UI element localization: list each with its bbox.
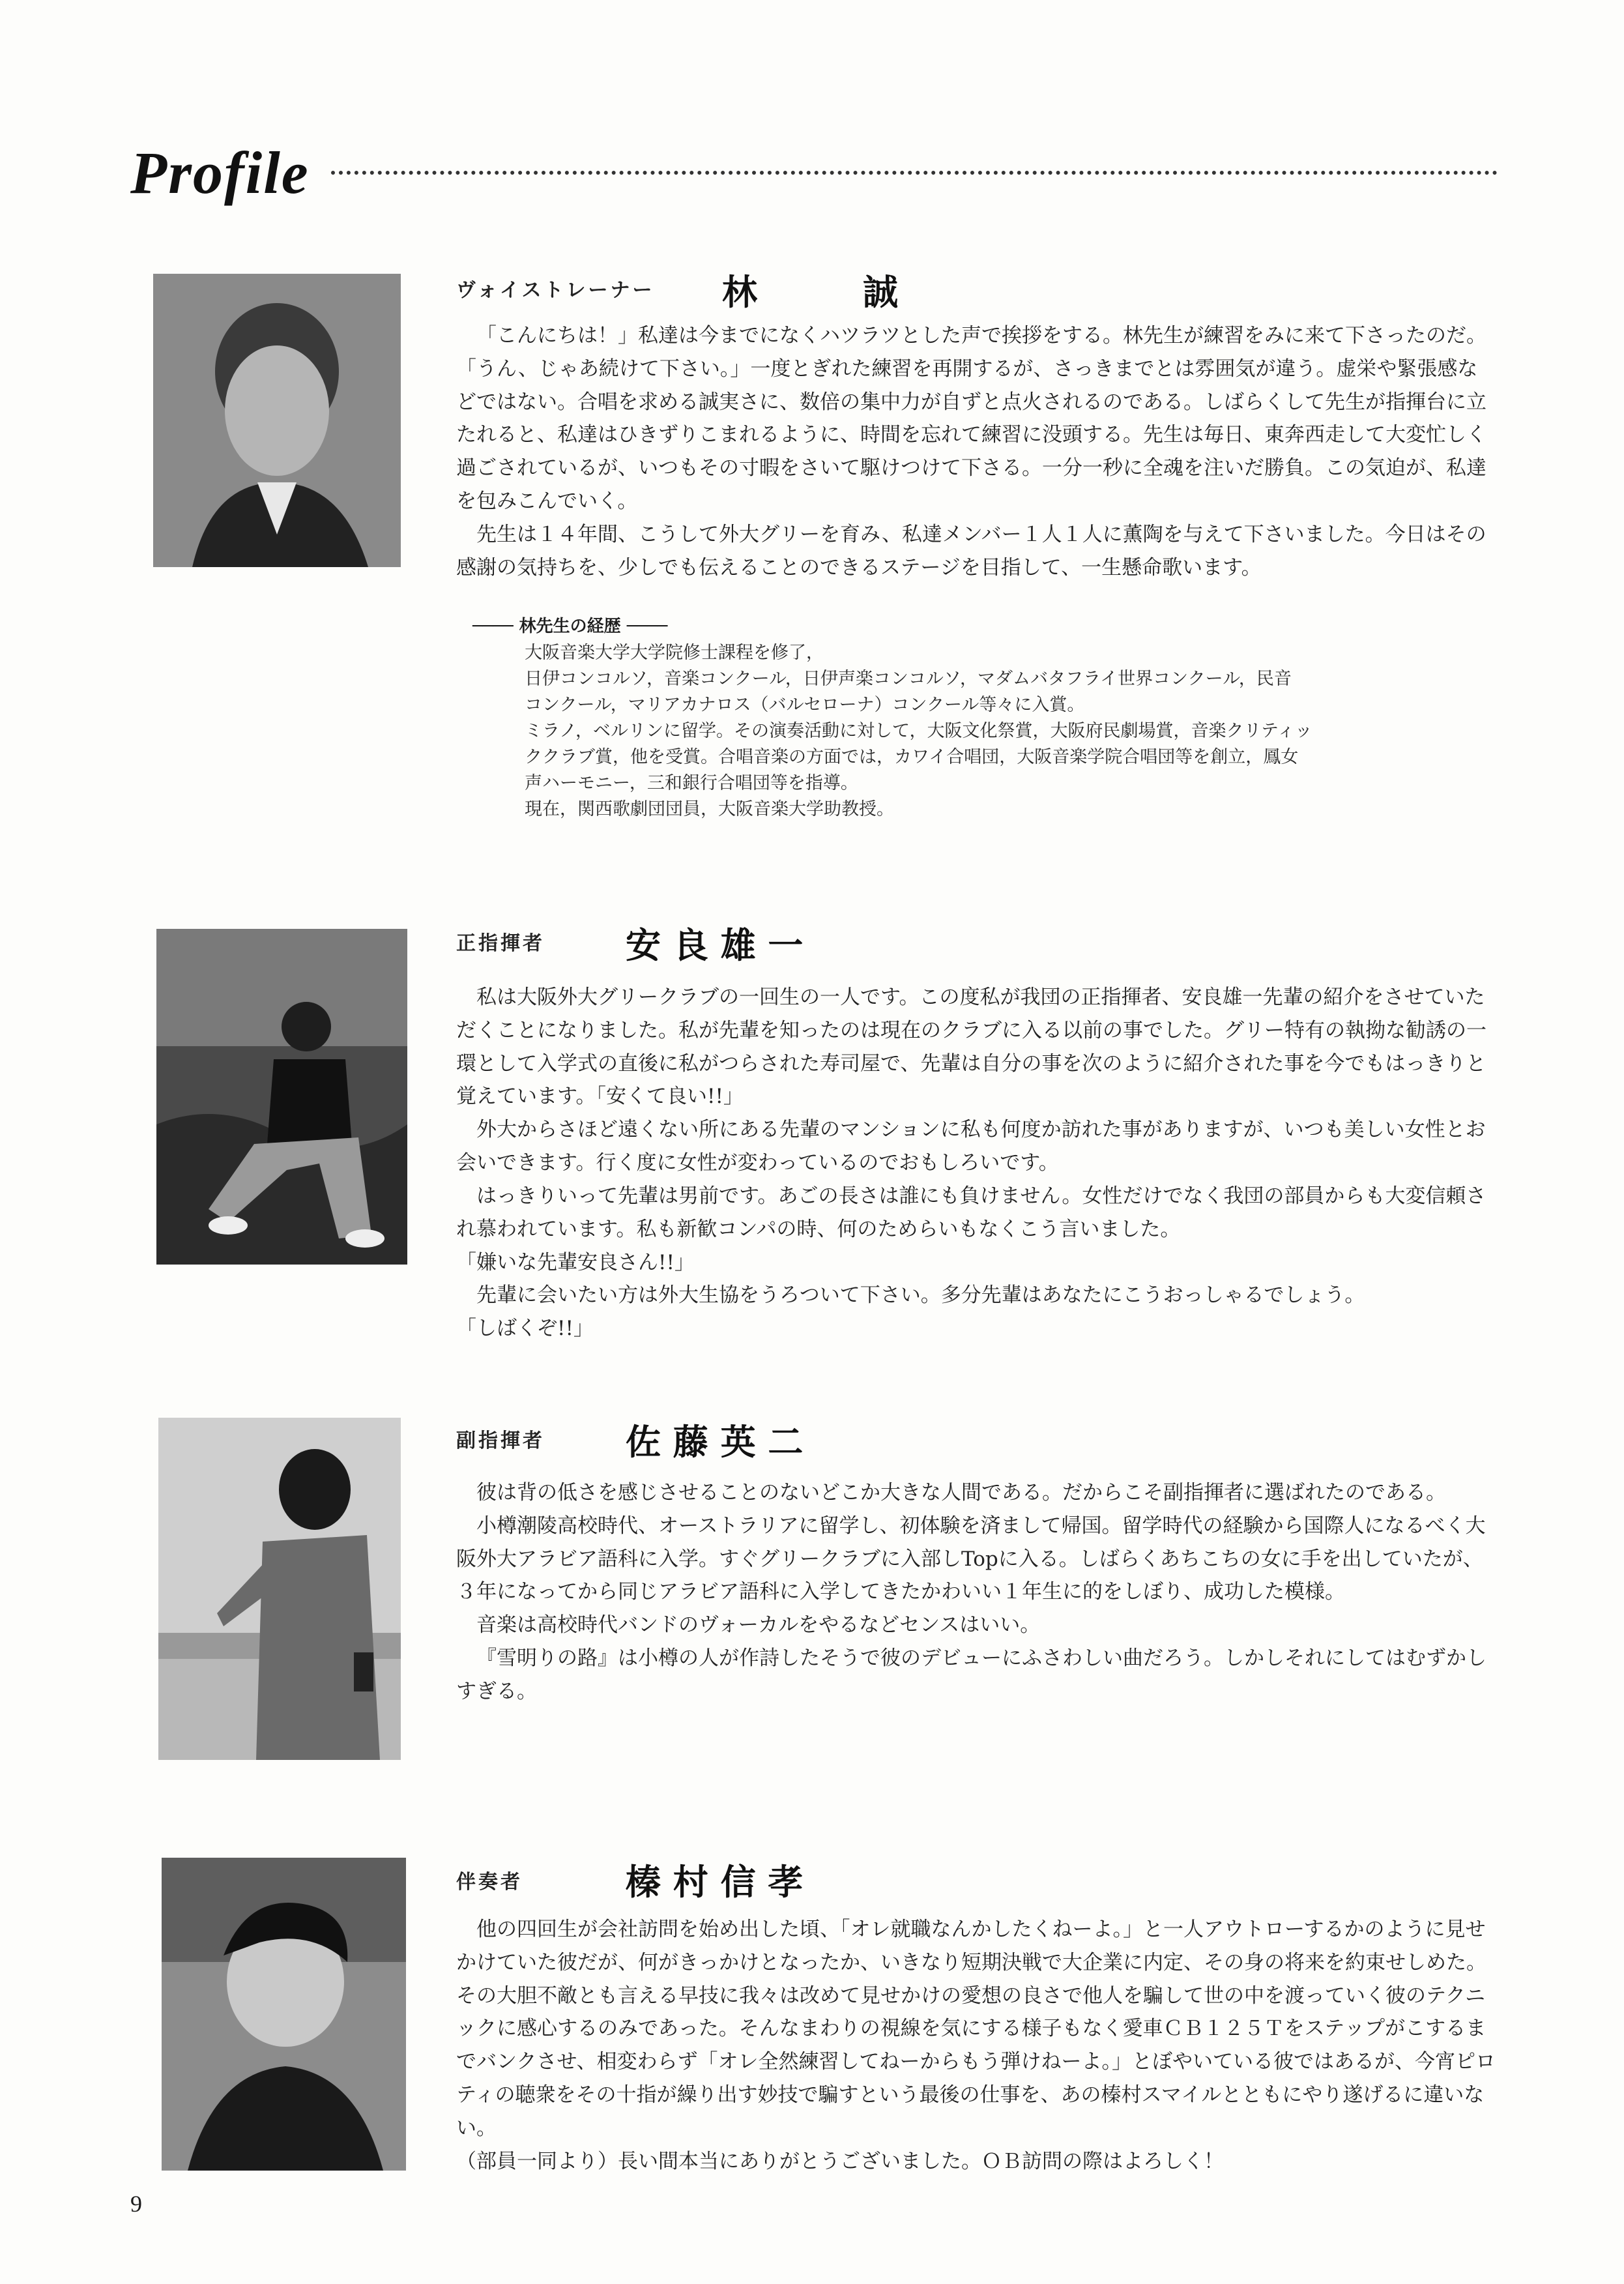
photo-sato [158, 1418, 401, 1760]
bio-paragraph: 小樽潮陵高校時代、オーストラリアに留学し、初体験を済まして帰国。留学時代の経験から国際人になるべく大阪外大アラビア語科に入学。すぐグリークラブに入部しTopに入る。しばらくあちこちの女に手を出していたが、３年になってから同じアラビア語科に入学してきたかわいい１年生に的をしぼり、成功した模様。 [456, 1514, 1486, 1604]
bio-paragraph: 『雪明りの路』は小樽の人が作詩したそうで彼のデビューにふさわしい曲だろう。しかしそれにしてはむずかしすぎる。 [456, 1647, 1486, 1703]
bio-paragraph: 外大からさほど遠くない所にある先輩のマンションに私も何度か訪れた事がありますが、いつも美しい女性とお会いできます。行く度に女性が変わっているのでおもしろいです。 [456, 1118, 1486, 1175]
bio-paragraph: 先輩に会いたい方は外大生協をうろついて下さい。多分先輩はあなたにこうおっしゃるでしょう。 [476, 1283, 1365, 1308]
bio-paragraph: 「こんにちは！」私達は今までになくハツラツとした声で挨拶をする。林先生が練習をみに来て下さったのだ。「うん、じゃあ続けて下さい。」一度とぎれた練習を再開するが、さっきまでとは雰囲気が違う。虚栄や緊張感などではない。合唱を求める誠実さに、数倍の集中力が自ずと点火されるのである。しばらくして先生が指揮台に立たれると、私達はひきずりこまれるように、時間を忘れて練習に没頭する。先生は毎日、東奔西走して大変忙しく過ごされているが、いつもその寸暇をさいて駆けつけて下さる。一分一秒に全魂を注いだ勝負。この気迫が、私達を包みこんでいく。 [456, 324, 1486, 514]
bio-paragraph: 「嫌いな先輩安良さん!!」 [456, 1250, 695, 1274]
bio-paragraph: （部員一同より）長い間本当にありがとうございました。ＯＢ訪問の際はよろしく！ [456, 2149, 1224, 2173]
bio-paragraph: 「しばくぞ!!」 [456, 1317, 594, 1341]
name-hayashi: 林 誠 [722, 272, 898, 313]
bio-shimura [456, 1913, 1499, 2178]
bio-paragraph: 彼は背の低さを感じさせることのないどこか大きな人間である。だからこそ副指揮者に選ばれたのである。 [476, 1481, 1446, 1504]
page-title: Profile [130, 139, 310, 206]
bio-hayashi [456, 319, 1492, 585]
career-line: ミラノ，ベルリンに留学。その演奏活動に対して，大阪文化祭賞，大阪府民劇場賞，音楽クリティッ [525, 720, 1312, 741]
name-sato: 佐 藤 英 二 [626, 1422, 804, 1463]
career-line: 現在，関西歌劇団団員，大阪音楽大学助教授。 [525, 798, 894, 819]
photo-hayashi [153, 274, 401, 567]
bio-paragraph: 先生は１４年間、こうして外大グリーを育み、私達メンバー１人１人に薫陶を与えて下さいました。今日はその感謝の気持ちを、少しでも伝えることのできるステージを目指して、一生懸命歌います。 [456, 522, 1486, 579]
role-principal-conductor: 正指揮者 [456, 932, 545, 955]
role-accompanist: 伴奏者 [456, 1871, 523, 1894]
career-heading: ──── 林先生の経歴 ──── [472, 617, 668, 636]
bio-paragraph: はっきりいって先輩は男前です。あごの長さは誰にも負けません。女性だけでなく我団の部員からも大変信頼され慕われています。私も新歓コンパの時、何のためらいもなくこう言いました。 [456, 1184, 1486, 1241]
role-voice-trainer: ヴォイストレーナー [456, 279, 655, 302]
career-list [525, 640, 1463, 823]
bio-paragraph: 他の四回生が会社訪問を始め出した頃、「オレ就職なんかしたくねーよ。」と一人アウトローするかのように見せかけていた彼だが、何がきっかけとなったか、いきなり短期決戦で大企業に内定、その身の将来を約束せしめた。その大胆不敵とも言える早技に我々は改めて見せかけの愛想の良さで他人を騙して世の中を渡っていく彼のテクニックに感心するのみであった。そんなまわりの視線を気にする様子もなく愛車ＣＢ１２５Ｔをステップがこするまでバンクさせ、相変わらず「オレ全然練習してねーからもう弾けねーよ。」とぼやいている彼ではあるが、今宵ピロティの聴衆をその十指が繰り出す妙技で騙すという最後の仕事を、あの榛村スマイルとともにやり遂げるに違いない。 [456, 1918, 1496, 2140]
career-line: 大阪音楽大学大学院修士課程を修了， [525, 643, 824, 663]
bio-sato [456, 1476, 1499, 1708]
role-assistant-conductor: 副指揮者 [456, 1429, 545, 1452]
photo-yasura [156, 929, 407, 1265]
title-dotted-rule [331, 171, 1498, 175]
career-line: 声ハーモニー，三和銀行合唱団等を指導。 [525, 772, 858, 793]
name-yasura: 安 良 雄 一 [626, 925, 804, 966]
bio-yasura [456, 981, 1499, 1345]
page-number: 9 [130, 2191, 142, 2217]
name-shimura: 榛 村 信 孝 [626, 1862, 804, 1903]
career-line: コンクール，マリアカナロス（バルセローナ）コンクール等々に入賞。 [525, 694, 1085, 715]
bio-paragraph: 私は大阪外大グリークラブの一回生の一人です。この度私が我団の正指揮者、安良雄一先輩の紹介をさせていただくことになりました。私が先輩を知ったのは現在のクラブに入る以前の事でした。グリー特有の執拗な勧誘の一環として入学式の直後に私がつらされた寿司屋で、先輩は自分の事を次のように紹介された事を今でもはっきりと覚えています。「安くて良い!!」 [456, 986, 1486, 1109]
career-line: ククラブ賞，他を受賞。合唱音楽の方面では，カワイ合唱団，大阪音楽学院合唱団等を創立，鳳女 [525, 746, 1299, 767]
career-line: 日伊コンコルソ，音楽コンクール，日伊声楽コンコルソ，マダムバタフライ世界コンクール，民音 [525, 668, 1292, 689]
photo-shimura [162, 1858, 406, 2171]
bio-paragraph: 音楽は高校時代バンドのヴォーカルをやるなどセンスはいい。 [476, 1613, 1041, 1637]
